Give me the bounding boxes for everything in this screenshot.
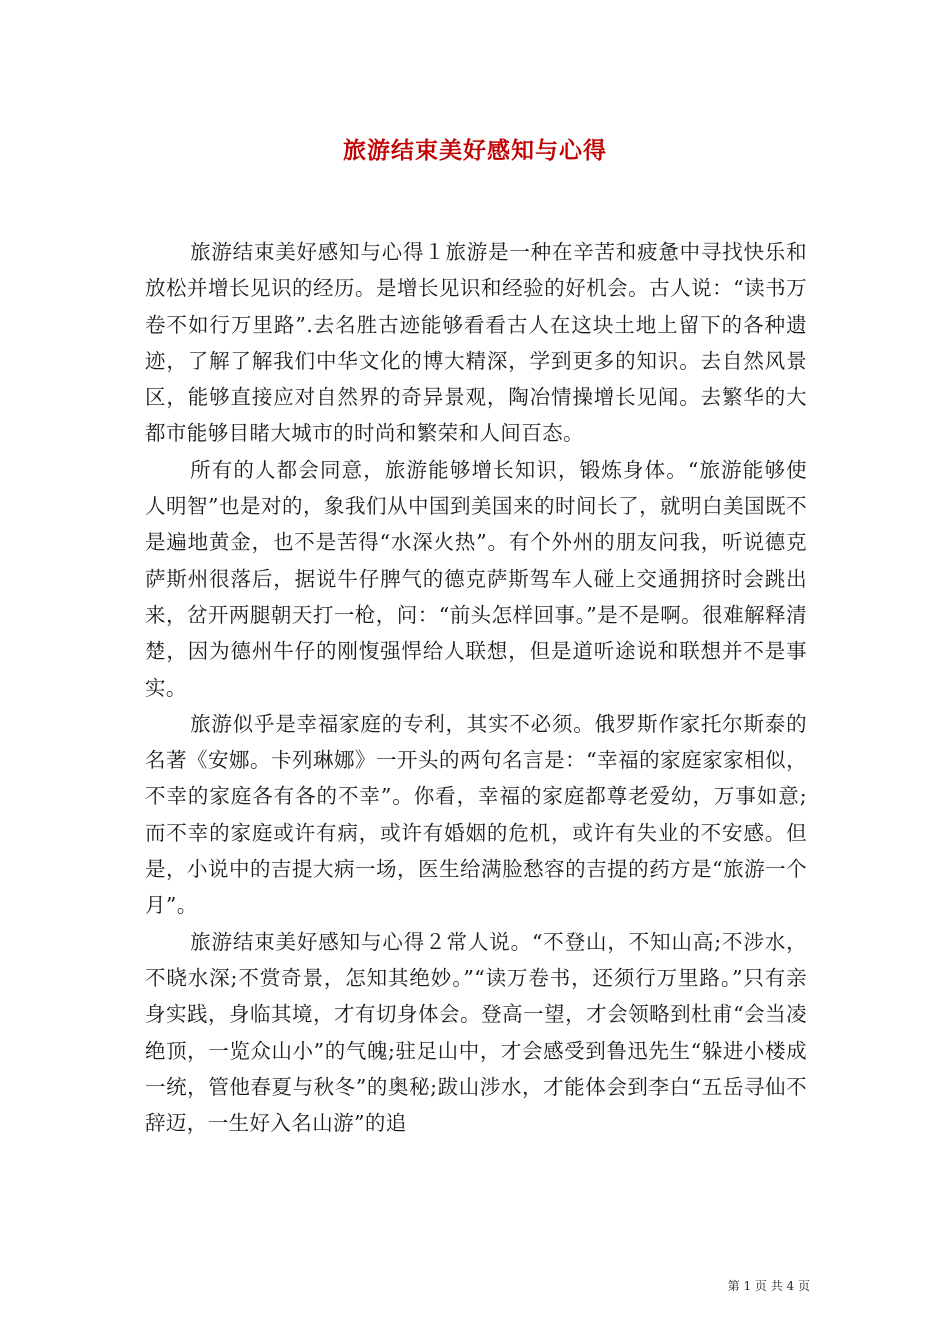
paragraph-1: 旅游结束美好感知与心得１旅游是一种在辛苦和疲惫中寻找快乐和放松并增长见识的经历。是增长见识和经验的好机会。古人说：“读书万卷不如行万里路”.去名胜古迹能够看看古人在这块土地上留下的各种遗迹，了解了解我们中华文化的博大精深，学到更多的知识。去自然风景区，能够直接应对自然界的奇异景观，陶冶情操增长见闻。去繁华的大都市能够目睹大城市的时尚和繁荣和人间百态。 — [145, 240, 807, 446]
page-number-footer: 第 1 页 共 4 页 — [727, 1279, 810, 1293]
document-title: 旅游结束美好感知与心得 — [343, 137, 607, 164]
document-body — [145, 234, 807, 1141]
paragraph-4: 旅游结束美好感知与心得２常人说。“不登山，不知山高;不涉水，不晓水深;不赏奇景，怎知其绝妙。”“读万卷书，还须行万里路。”只有亲身实践，身临其境，才有切身体会。登高一望，才会领略到杜甫“会当凌绝顶，一览众山小”的气魄;驻足山中，才会感受到鲁迅先生“躲进小楼成一统，管他春夏与秋冬”的奥秘;跋山涉水，才能体会到李白“五岳寻仙不辞迈，一生好入名山游”的追 — [145, 929, 807, 1136]
paragraph-3: 旅游似乎是幸福家庭的专利，其实不必须。俄罗斯作家托尔斯泰的名著《安娜。卡列琳娜》一开头的两句名言是：“幸福的家庭家家相似，不幸的家庭各有各的不幸”。你看，幸福的家庭都尊老爱幼，万事如意;而不幸的家庭或许有病，或许有婚姻的危机，或许有失业的不安感。但是，小说中的吉提大病一场，医生给满脸愁容的吉提的药方是“旅游一个月”。 — [145, 711, 807, 918]
paragraph-2: 所有的人都会同意，旅游能够增长知识，锻炼身体。“旅游能够使人明智”也是对的，象我们从中国到美国来的时间长了，就明白美国既不是遍地黄金，也不是苦得“水深火热”。有个外州的朋友问我，听说德克萨斯州很落后，据说牛仔脾气的德克萨斯驾车人碰上交通拥挤时会跳出来，岔开两腿朝天打一枪，问：“前头怎样回事。”是不是啊。很难解释清楚，因为德州牛仔的刚愎强悍给人联想，但是道听途说和联想并不是事实。 — [145, 457, 807, 700]
